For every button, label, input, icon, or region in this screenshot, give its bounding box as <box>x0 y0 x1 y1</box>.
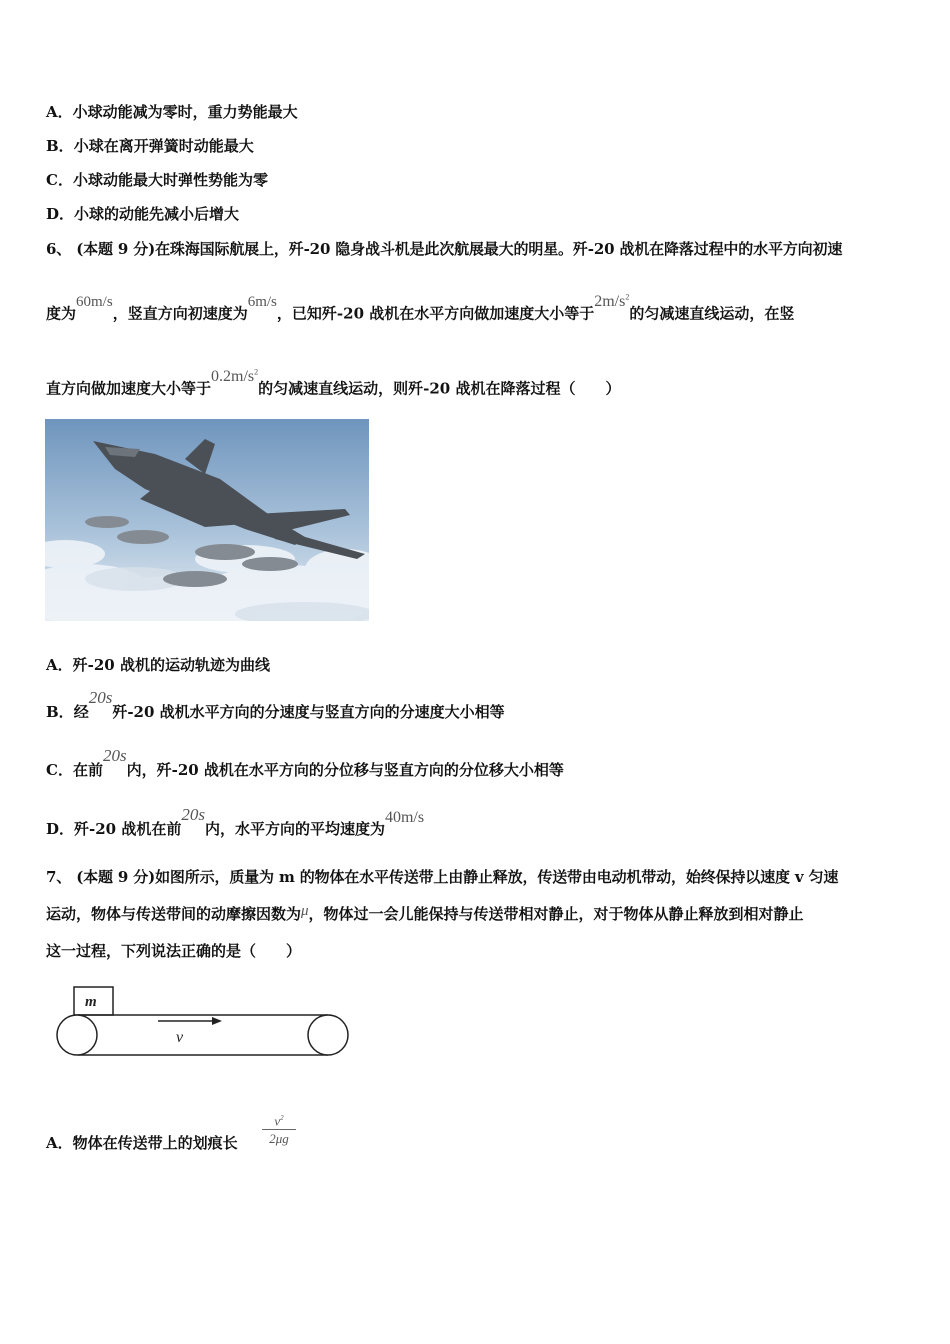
conveyor-belt-figure <box>50 984 354 1060</box>
q5-option-a: A．小球动能减为零时，重力势能最大 <box>46 103 298 121</box>
q6-stem-line3: 直方向做加速度大小等于$0.2m/s^2$的匀减速直线运动，则歼-20 战机在降落过程（ ） <box>46 368 621 398</box>
block-mass-label: m <box>85 994 97 1010</box>
ay-value: $0.2m/s^2$ <box>211 368 259 386</box>
ax-value: $2m/s^2$ <box>594 293 630 311</box>
q7-stem-line2: 运动，物体与传送带间的动摩擦因数为μ，物体过一会儿能保持与传送带相对静止，对于物体从静止释放到相对静止 <box>46 903 804 923</box>
q5-option-d: D．小球的动能先减小后增大 <box>46 205 240 223</box>
q6-option-d: D．歼-20 战机在前20s内，水平方向的平均速度为40m/s <box>46 805 425 838</box>
q5-option-c: C．小球动能最大时弹性势能为零 <box>46 171 268 189</box>
q7-option-a: A．物体在传送带上的划痕长 <box>46 1134 238 1152</box>
q5-option-b: B．小球在离开弹簧时动能最大 <box>46 137 254 155</box>
q6-option-b: B．经20s歼-20 战机水平方向的分速度与竖直方向的分速度大小相等 <box>46 688 505 721</box>
q6-stem-line1: 6、 (本题 9 分)在珠海国际航展上，歼-20 隐身战斗机是此次航展最大的明星。歼-20 战机在降落过程中的水平方向初速 <box>46 240 843 258</box>
q7-stem-line3: 这一过程，下列说法正确的是（ ） <box>46 942 302 960</box>
velocity-label: v <box>176 1029 184 1046</box>
q6-option-a: A．歼-20 战机的运动轨迹为曲线 <box>46 656 270 674</box>
q6-stem-line2: 度为60m/s，竖直方向初速度为6m/s，已知歼-20 战机在水平方向做加速度大小等于$2m/s^2$的匀减速直线运动，在竖 <box>46 293 795 323</box>
scratch-length-fraction: $\frac{v^2}{2\mu g}$ <box>262 1110 296 1148</box>
v0x-value: 60m/s <box>76 294 113 311</box>
q7-stem-line1: 7、 (本题 9 分)如图所示，质量为 m 的物体在水平传送带上由静止释放，传送带由电动机带动，始终保持以速度 v 匀速 <box>46 868 839 886</box>
q6-option-c: C．在前20s内，歼-20 战机在水平方向的分位移与竖直方向的分位移大小相等 <box>46 746 564 779</box>
v0y-value: 6m/s <box>247 294 277 311</box>
j20-jet-photo <box>45 419 369 621</box>
